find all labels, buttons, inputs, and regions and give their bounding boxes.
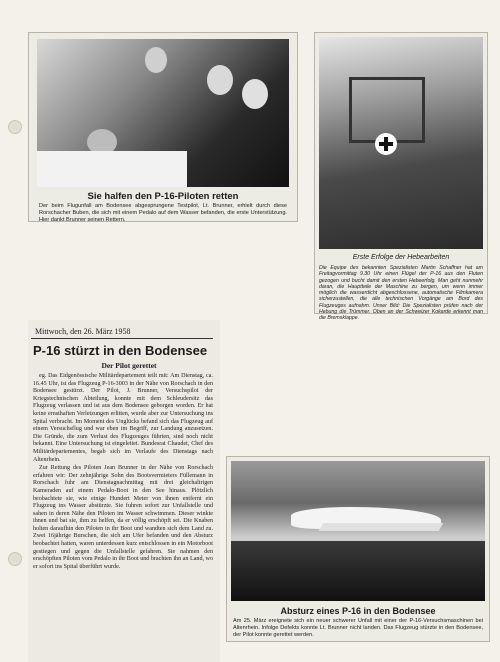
caption-title: Absturz eines P-16 in den Bodensee <box>280 606 436 616</box>
caption-text: Der beim Flugunfall am Bodensee abgesprungene Testpilot, Lt. Brunner, erhielt durch diese Rorschacher Buben, die sich mit einem Pedalo auf dem Wasser befanden, die erste Unterstützung. Hier dankt Brunner seinen Rettern. <box>39 203 287 223</box>
subhead: Der Pilot gerettet <box>101 361 157 370</box>
punch-hole <box>8 552 22 566</box>
divider <box>31 338 213 339</box>
crowd <box>231 541 485 601</box>
article-body <box>33 373 213 572</box>
caption-title: Sie halfen den P-16-Piloten retten <box>87 191 239 202</box>
clipping-crash <box>226 456 490 642</box>
clipping-salvage <box>314 32 488 322</box>
bed-sheet <box>37 151 187 187</box>
boy-head <box>207 65 233 95</box>
punch-hole <box>8 120 22 134</box>
boy-head <box>145 47 167 73</box>
caption-title: Erste Erfolge der Hebearbeiten <box>352 254 450 261</box>
article-paragraph: eg. Das Eidgenössische Militärdepartement teilt mit: Am Dienstag, ca. 16.45 Uhr, ist das Flugzeug P-16-3003 in der Nähe von Rorschach in den Bodensee gestürzt. Der Pilot, J. Brunner, Versuchspilot der Kriegstechnischen Abteilung, konnte mit dem Schleudersitz das Flugzeug verlassen und ist aus dem Bodensee geborgen worden. Er hat keine ernsthaften Verletzungen erlitten, wurde aber zur Untersuchung ins Spital verbracht. Im Moment des Unglücks befand sich das Flugzeug auf einem Versuchsflug und war eben im Begriff, zur Landung anzusetzen. Die Gründe, die zum Verlust des Flugzeuges führten, sind noch nicht bekannt. Eine Untersuchung ist eingeleitet. Bundesrat Chaudet, Chef des Militärdepartementes, begab sich im Verlaufe des Dienstags nach Altenrhein. <box>33 373 213 463</box>
clipping-article <box>28 320 220 662</box>
caption-text: Die Equipe des bekannten Spezialisten Martin Schaffner hat am Freitagvormittag 9.30 Uhr einen Flügel der P-16 aus den Fluten gezogen und bucht damit den ersten Heb​eerfolg. Man geht nunmehr daran, die Hauptteile der Maschine zu bergen, um wenn immer möglich die wasserdicht abgeschlossene, automatische Filmkamera sicherzustellen, die alle technischen Vorgänge am Bord des Flugzeuges aufnahm. Unser Bild: Die Spezialisten prüfen nach der Hebung die Trümmer. Oben an der Schweizer Kokarde erkennt man die Bremsklappe. <box>319 265 483 322</box>
photo-aircraft <box>231 461 485 601</box>
clipping-rescuers <box>28 32 298 222</box>
photo-salvage <box>319 37 483 249</box>
boy-head <box>242 79 268 109</box>
photo-rescuers <box>37 39 289 187</box>
caption-text: Am 25. März ereignete sich ein neuer schwerer Unfall mit einer der P-16-Versuchsmaschinen bei Altenrhein. Infolge Defekts konnte Lt. Brunner nicht landen. Das Flugzeug stürzte in den Bodensee, der Pilot konnte gerettet werden. <box>233 618 483 638</box>
article-paragraph: Zur Rettung des Piloten Jean Brunner in der Nähe von Rorschach erfahren wir: Der zehnjährige Sohn des Bootsvermieters Füllemann in Rorschach fuhr am Dienstagnachmittag mit drei gleichaltrigen Kameraden auf einem Pedalo-Boot in den See hinaus. Plötzlich beobachtete sie, wie einige Hundert Meter von ihnen entfernt ein Flugzeug ins Wasser abstürzte. Sie fuhren sofort zur Unfallstelle und sahen in deren Nähe den Piloten im Wasser schwimmen. Dieser winkte ihnen und bat sie, ihm zu helfen, da er völlig erschöpft sei. Die Knaben holten daraufhin den Piloten in ihr Boot und wandten sich dem Land zu. Zwei 16jährige Burschen, die sich am Ufer befanden und den Absturz beobachtet hatten, waren unterdessen kurz entschlossen in ein Motorboot gestiegen und gegen die Unfallstelle gefahren. Sie nahmen den erschöpften Piloten vom Pedalo in ihr Boot und brachten ihn an Land, wo er sofort ins Spital überführt wurde. <box>33 465 213 570</box>
aircraft-wing <box>319 523 444 531</box>
dateline: Mittwoch, den 26. März 1958 <box>35 327 131 336</box>
headline: P-16 stürzt in den Bodensee <box>33 343 208 358</box>
swiss-cockade <box>375 133 397 155</box>
